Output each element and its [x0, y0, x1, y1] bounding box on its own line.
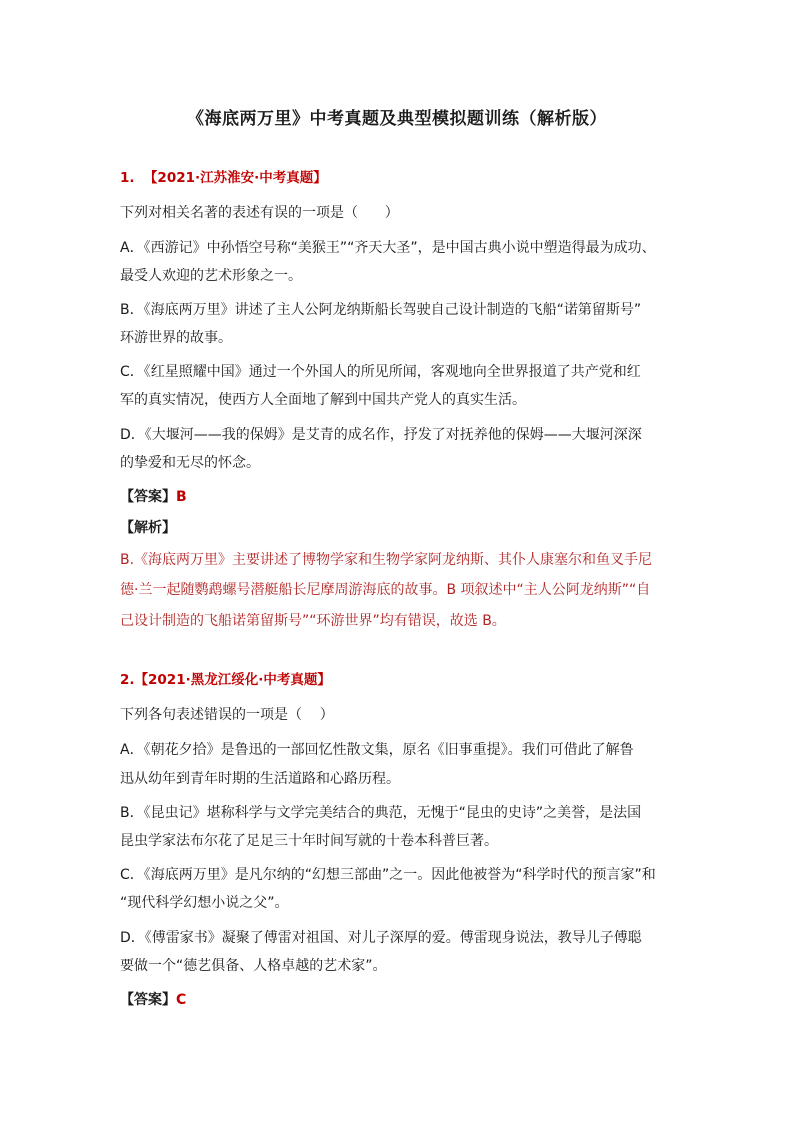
question-2-header: 2.【2021·黑龙江绥化·中考真题】: [120, 672, 331, 688]
question-2-option-line: 迅从幼年到青年时期的生活道路和心路历程。: [120, 771, 400, 787]
question-1-analysis-line: 己设计制造的飞船诺第留斯号”“环游世界”均有错误，故选 B。: [120, 613, 506, 629]
question-1-option-line: 最受人欢迎的艺术形象之一。: [120, 268, 302, 284]
question-1-option-line: 环游世界的故事。: [120, 330, 232, 346]
question-2-option-line: “现代科学幻想小说之父”。: [120, 895, 289, 911]
question-1-analysis-label: 【解析】: [120, 520, 176, 536]
answer-value: C: [176, 992, 187, 1008]
answer-value: B: [176, 489, 187, 505]
question-2-answer: [120, 990, 695, 1010]
question-2-option-line: C．《海底两万里》是凡尔纳的“幻想三部曲”之一。因此他被誉为“科学时代的预言家”和: [120, 867, 656, 883]
question-1-analysis-line: B.《海底两万里》主要讲述了博物学家和生物学家阿龙纳斯、其仆人康塞尔和鱼叉手尼: [120, 552, 653, 568]
answer-label: 【答案】: [120, 489, 176, 505]
question-2-option-line: A．《朝花夕拾》是鲁迅的一部回忆性散文集，原名《旧事重提》。我们可借此了解鲁: [120, 742, 634, 758]
question-2-option-line: 要做一个“德艺俱备、人格卓越的艺术家”。: [120, 958, 387, 974]
question-2-option-line: 昆虫学家法布尔花了足足三十年时间写就的十卷本科普巨著。: [120, 833, 498, 849]
question-1-stem: 下列对相关名著的表述有误的一项是（ ）: [120, 205, 399, 221]
question-2-option-line: B．《昆虫记》堪称科学与文学完美结合的典范，无愧于“昆虫的史诗”之美誉，是法国: [120, 805, 642, 821]
question-1-option-line: C．《红星照耀中国》通过一个外国人的所见所闻，客观地向全世界报道了共产党和红: [120, 364, 641, 380]
question-1-option-line: 的挚爱和无尽的怀念。: [120, 455, 260, 471]
question-1-header: 1. 【2021·江苏淮安·中考真题】: [120, 170, 327, 186]
question-2-option-line: D．《傅雷家书》凝聚了傅雷对祖国、对儿子深厚的爱。傅雷现身说法，教导儿子傅聪: [120, 930, 642, 946]
document-title: 《海底两万里》中考真题及典型模拟题训练（解析版）: [187, 109, 607, 129]
answer-label: 【答案】: [120, 992, 176, 1008]
question-1-option-line: D．《大堰河——我的保姆》是艾青的成名作，抒发了对抚养他的保姆——大堰河深深: [120, 427, 642, 443]
question-1-option-line: B．《海底两万里》讲述了主人公阿龙纳斯船长驾驶自己设计制造的飞船“诺第留斯号”: [120, 302, 642, 318]
question-1-answer: [120, 487, 695, 507]
question-1-option-line: 军的真实情况，使西方人全面地了解到中国共产党人的真实生活。: [120, 392, 526, 408]
question-1-analysis-line: 德·兰一起随鹦鹉螺号潜艇船长尼摩周游海底的故事。B 项叙述中“主人公阿龙纳斯”“自: [120, 582, 651, 598]
question-2-stem: 下列各句表述错误的一项是（ ）: [120, 707, 334, 723]
question-1-option-line: A．《西游记》中孙悟空号称“美猴王”“齐天大圣”，是中国古典小说中塑造得最为成功、: [120, 240, 656, 256]
